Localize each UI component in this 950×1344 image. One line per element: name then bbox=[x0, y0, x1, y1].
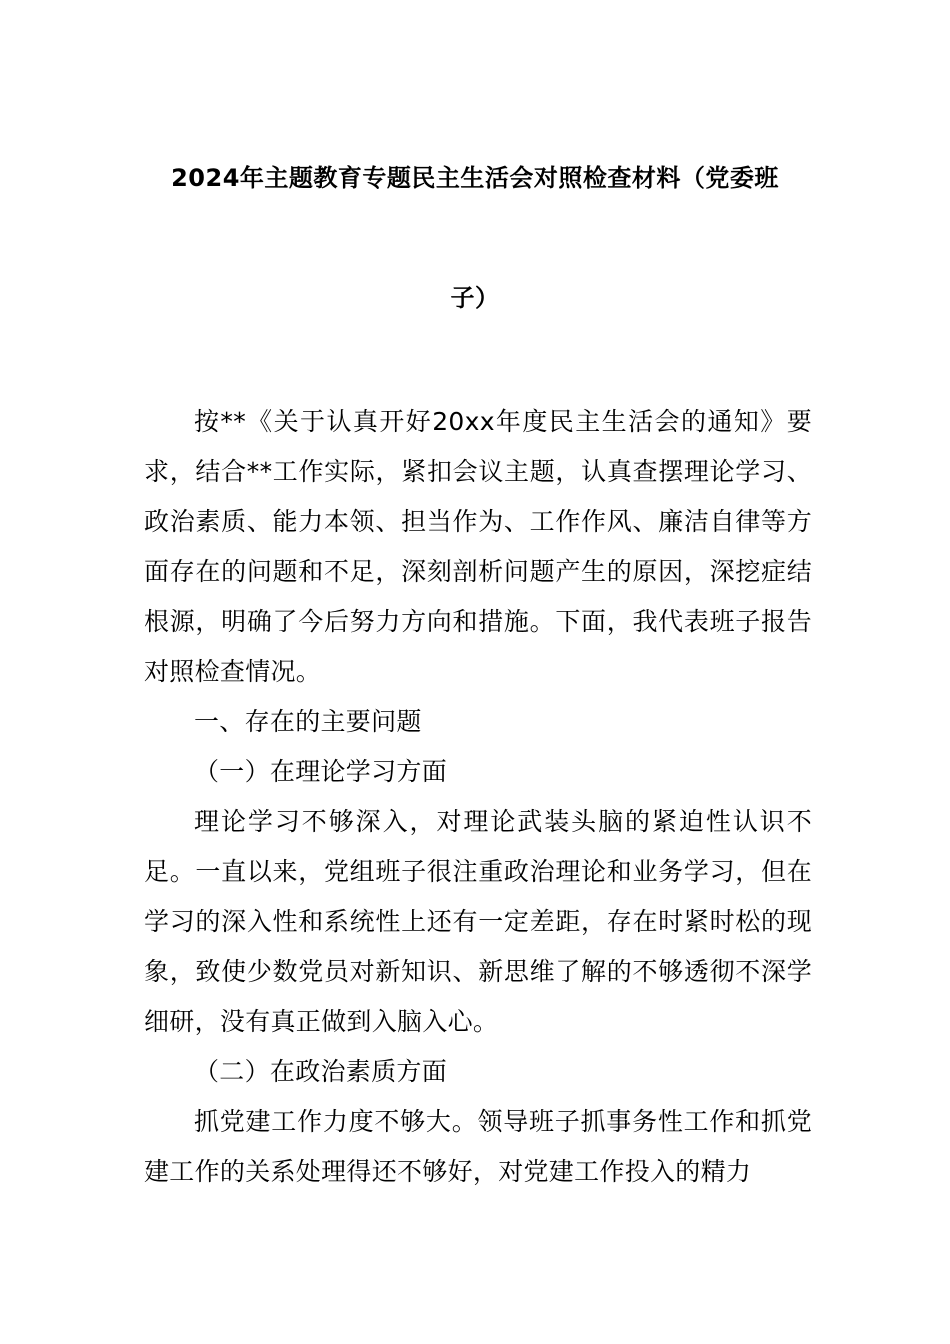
document-title-line2: 子） bbox=[450, 284, 500, 312]
intro-paragraph: 按**《关于认真开好20xx年度民主生活会的通知》要求，结合**工作实际，紧扣会议主题，认真查摆理论学习、政治素质、能力本领、担当作为、工作作风、廉洁自律等方面存在的问题和不足，深刻剖析问题产生的原因，深挖症结根源，明确了今后努力方向和措施。下面，我代表班子报告对照检查情况。 bbox=[144, 407, 812, 686]
theory-paragraph: 理论学习不够深入，对理论武装头脑的紧迫性认识不足。一直以来，党组班子很注重政治理论和业务学习，但在学习的深入性和系统性上还有一定差距，存在时紧时松的现象，致使少数党员对新知识、新思维了解的不够透彻不深学细研，没有真正做到入脑入心。 bbox=[144, 807, 812, 1036]
politics-paragraph: 抓党建工作力度不够大。领导班子抓事务性工作和抓党建工作的关系处理得还不够好，对党建工作投入的精力 bbox=[144, 1107, 812, 1186]
document-body bbox=[144, 397, 812, 1197]
section-heading: 一、存在的主要问题 bbox=[194, 707, 422, 736]
subsection-heading-politics: （二）在政治素质方面 bbox=[194, 1057, 448, 1086]
document-title-line1: 2024年主题教育专题民主生活会对照检查材料（党委班 bbox=[171, 164, 779, 192]
subsection-heading-theory: （一）在理论学习方面 bbox=[194, 757, 448, 786]
